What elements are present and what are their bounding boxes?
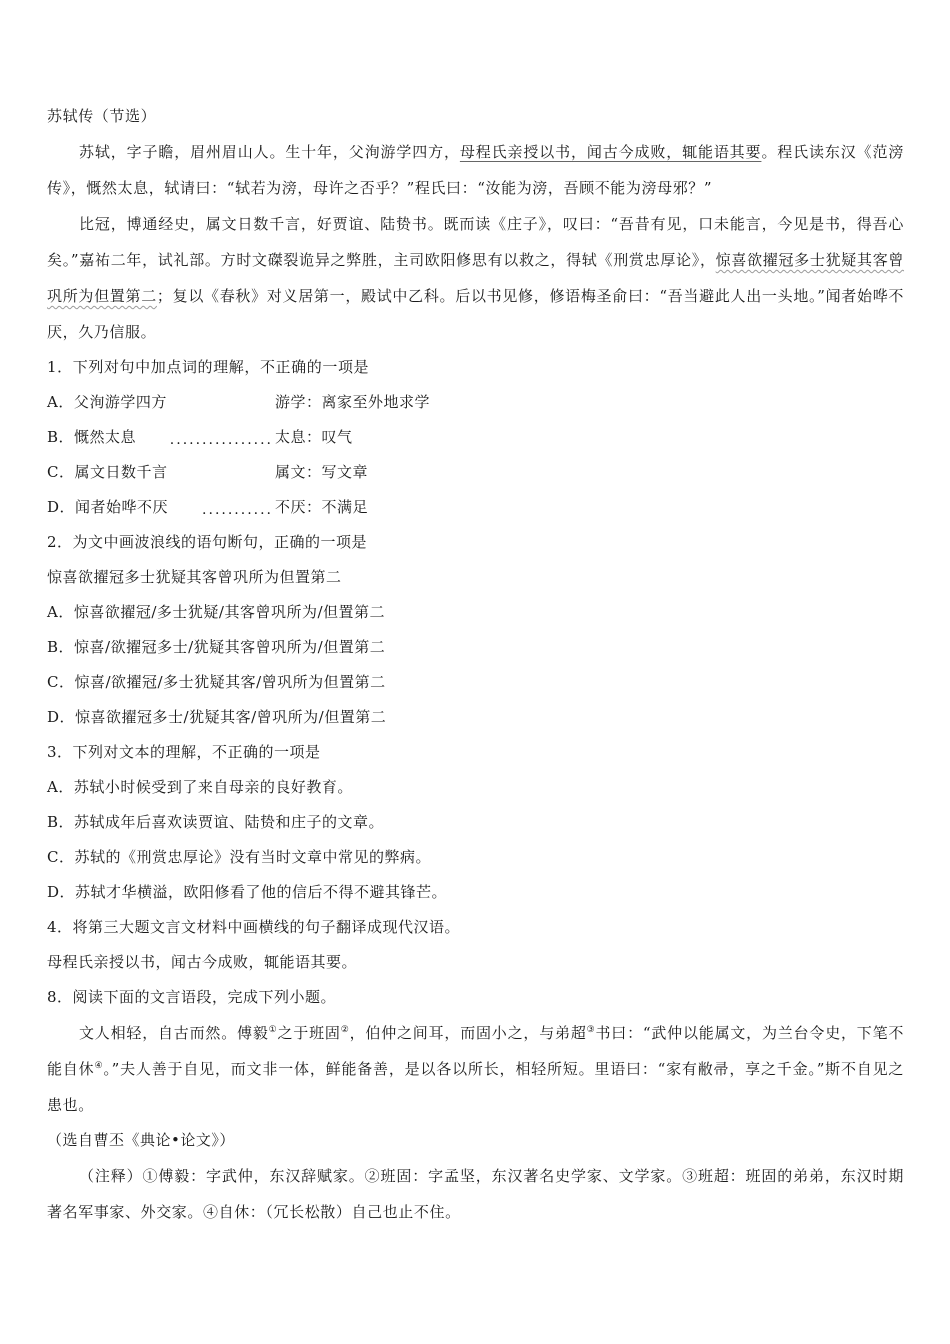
q2-sentence: 惊喜欲擢冠多士犹疑其客曾巩所为但置第二 <box>47 568 342 586</box>
document-page <box>47 98 904 1230</box>
q2-option-d: D． 惊喜欲擢冠多士/犹疑其客/曾巩所为/但置第二 <box>47 708 387 726</box>
q2-option-c: C． 惊喜/欲擢冠/多士犹疑其客/曾巩所为但置第二 <box>47 673 386 691</box>
passage-paragraph-1: 苏轼，字子瞻，眉州眉山人。生十年，父洵游学四方，母程氏亲授以书，闻古今成败，辄能语其要。程氏读东汉《范滂传》，慨然太息，轼请曰：“轼若为滂，母许之否乎？”程氏曰：“汝能为滂，吾顾不能为滂母邪？” <box>47 143 905 197</box>
emphasis-dots: ........... <box>202 502 273 518</box>
q1-option-b: B．慨然太息 ................ 太息：叹气 <box>47 428 353 448</box>
q8-notes: （注释）①傅毅：字武仲，东汉辞赋家。②班固：字孟坚，东汉著名史学家、文学家。③班超：班固的弟弟，东汉时期著名军事家、外交家。④自休：（冗长松散）自己也止不住。 <box>47 1167 904 1221</box>
question-8-stem: 8．阅读下面的文言语段，完成下列小题。 <box>47 988 337 1006</box>
q1-option-d: D．闻者始哗不厌 ........... 不厌：不满足 <box>47 498 369 518</box>
note-marker-4: ④ <box>94 1061 104 1071</box>
q2-option-b: B． 惊喜/欲擢冠多士/犹疑其客曾巩所为/但置第二 <box>47 638 386 656</box>
q3-option-d: D． 苏轼才华横溢，欧阳修看了他的信后不得不避其锋芒。 <box>47 883 448 901</box>
question-1-stem: 1．下列对句中加点词的理解，不正确的一项是 <box>47 358 370 376</box>
q3-option-a: A． 苏轼小时候受到了来自母亲的良好教育。 <box>47 778 353 796</box>
underlined-sentence: 母程氏亲授以书，闻古今成败，辄能语其要 <box>459 143 762 161</box>
q1-option-c: C．属文日数千言 属文：写文章 <box>47 463 369 481</box>
q3-option-c: C． 苏轼的《刑赏忠厚论》没有当时文章中常见的弊病。 <box>47 848 431 866</box>
q8-source: （选自曹丕《典论•论文》） <box>47 1131 235 1149</box>
question-3-stem: 3．下列对文本的理解，不正确的一项是 <box>47 743 321 761</box>
wavy-underlined-sentence: 惊喜欲擢冠多士犹疑其客曾巩所为但置第二 <box>47 251 905 305</box>
question-4-stem: 4．将第三大题文言文材料中画横线的句子翻译成现代汉语。 <box>47 918 461 936</box>
q3-option-b: B． 苏轼成年后喜欢读贾谊、陆贽和庄子的文章。 <box>47 813 385 831</box>
note-marker-3: ③ <box>586 1025 596 1035</box>
q8-passage: 文人相轻，自古而然。傅毅①之于班固②，伯仲之间耳，而固小之，与弟超③书曰：“武仲以能属文，为兰台令史，下笔不能自休④。”夫人善于自见，而文非一体，鲜能备善，是以各以所长，相轻所短。里语曰：“家有敝帚，享之千金。”斯不自见之患也。 <box>47 1024 905 1114</box>
q2-option-a: A． 惊喜欲擢冠/多士犹疑/其客曾巩所为/但置第二 <box>47 603 386 621</box>
q1-option-a: A．父洵游学四方 游学：离家至外地求学 <box>47 393 431 411</box>
question-2-stem: 2．为文中画波浪线的语句断句，正确的一项是 <box>47 533 368 551</box>
q4-sentence: 母程氏亲授以书，闻古今成败，辄能语其要。 <box>47 953 358 971</box>
passage-title: 苏轼传（节选） <box>47 107 157 125</box>
emphasis-dots: ................ <box>169 432 273 448</box>
note-marker-2: ② <box>340 1025 350 1035</box>
passage-paragraph-2: 比冠，博通经史，属文日数千言，好贾谊、陆贽书。既而读《庄子》，叹曰：“吾昔有见，口未能言，今见是书，得吾心矣。”嘉祐二年，试礼部。方时文磔裂诡异之弊胜，主司欧阳修思有以救之，得轼《刑赏忠厚论》，惊喜欲擢冠多士犹疑其客曾巩所为但置第二；复以《春秋》对义居第一，殿试中乙科。后以书见修，修语梅圣俞曰：“吾当避此人出一头地。”闻者始哗不厌，久乃信服。 <box>47 215 905 341</box>
note-marker-1: ① <box>268 1025 278 1035</box>
